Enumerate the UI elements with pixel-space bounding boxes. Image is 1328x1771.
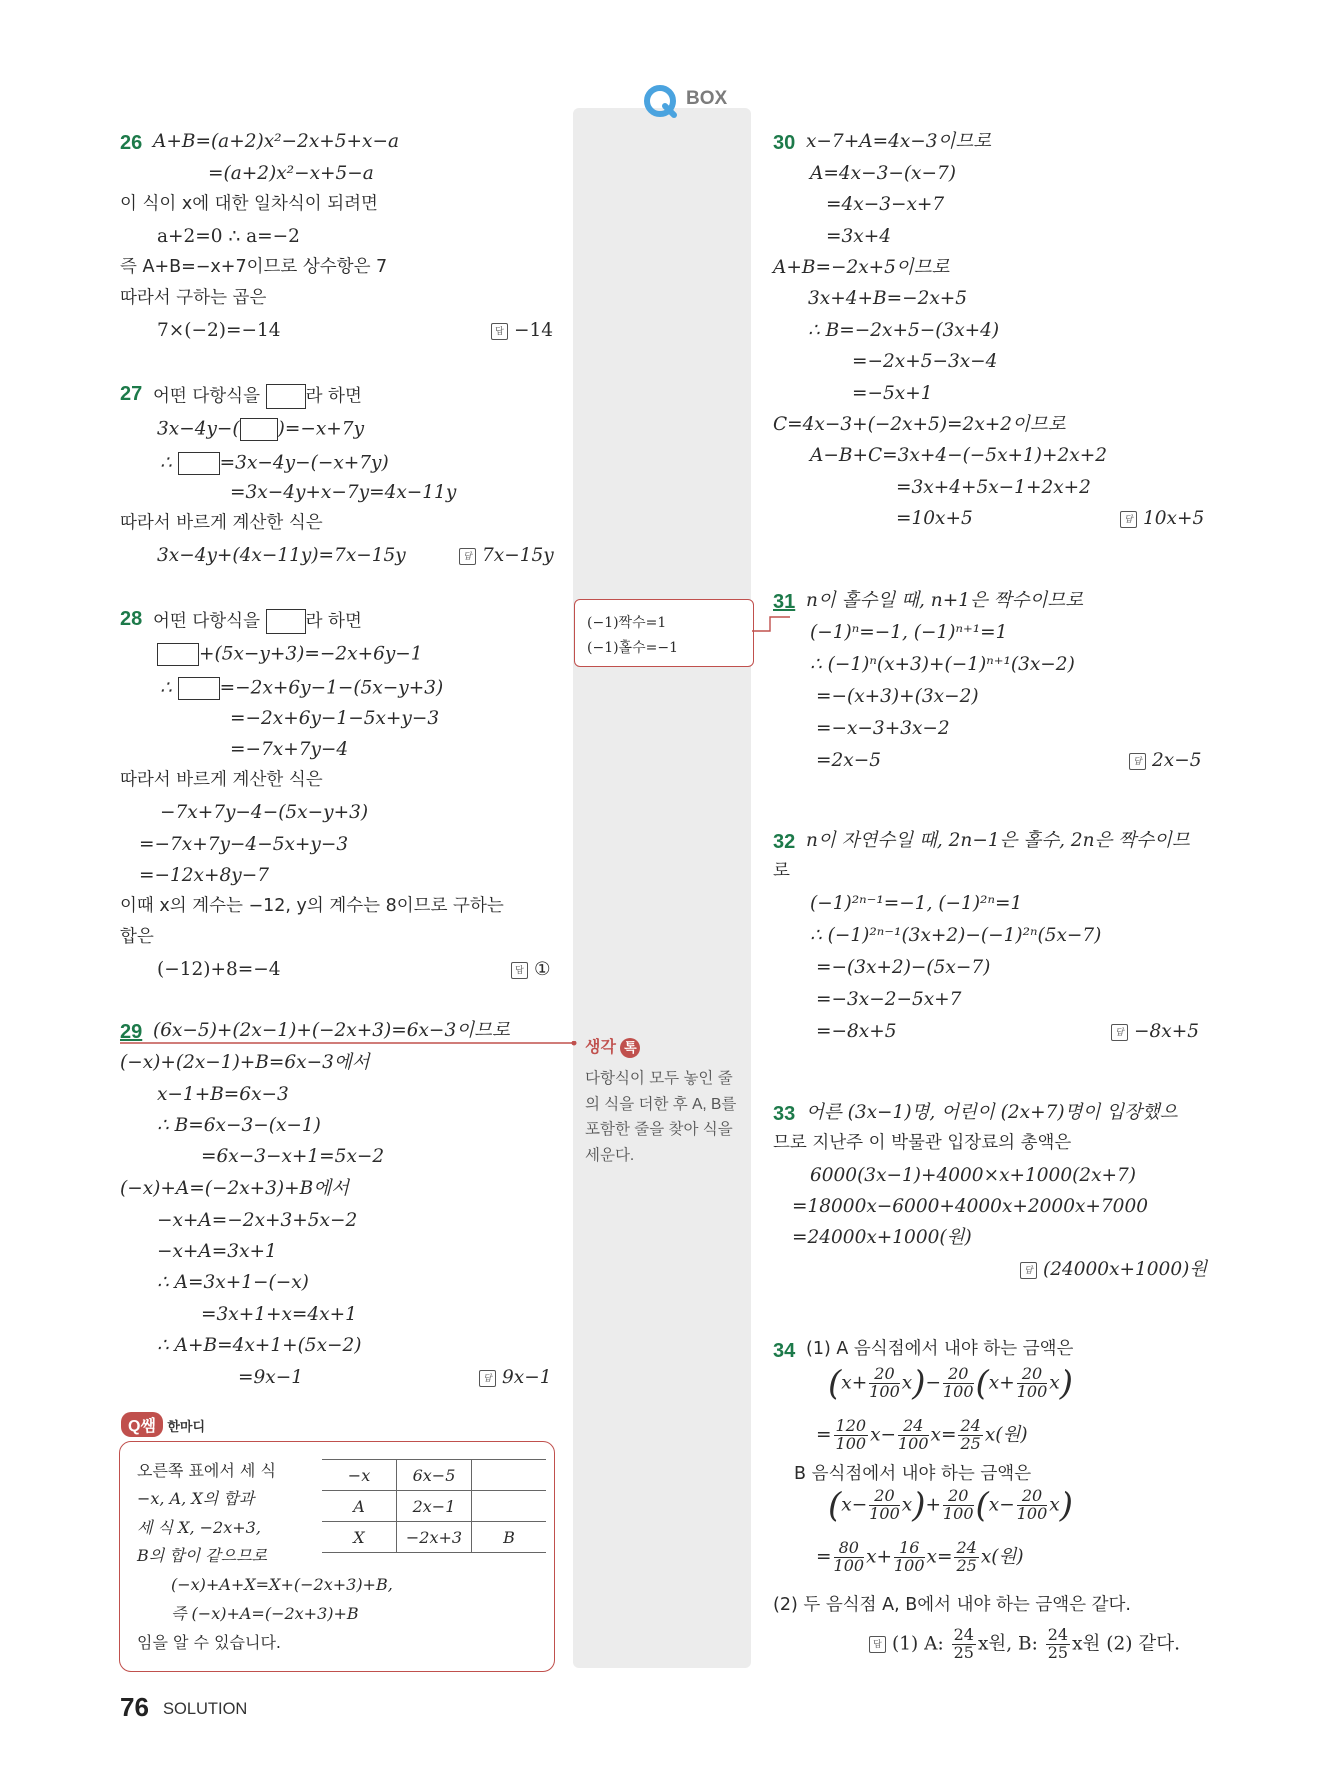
eq-line: =−7x+7y−4−5x+y−3 (139, 834, 349, 855)
answer: 답 10x+5 (1120, 510, 1204, 529)
text-line: 따라서 구하는 곱은 (120, 288, 267, 308)
eq-line: (−1)²ⁿ⁻¹=−1, (−1)²ⁿ=1 (810, 893, 1023, 914)
problem-number: 28 (120, 608, 143, 630)
table-cell: −2x+3 (397, 1522, 472, 1553)
fraction: $\frac{20}{100}$ (1016, 1364, 1048, 1401)
answer: 답(1) A: $\frac{24}{25}$ x원, B: $\frac{24}{25}$ x원 (2) 같다. (869, 1627, 1180, 1662)
table-cell: X (322, 1522, 397, 1553)
note-31 (574, 599, 754, 667)
eq-line: ∴ B=−2x+5−(3x+4) (808, 320, 1000, 341)
fraction: $\frac{80}{100}$ (833, 1538, 865, 1575)
q-box-icon (643, 84, 679, 120)
table-cell: A (322, 1491, 397, 1522)
eq-line: =−(x+3)+(3x−2) (816, 686, 979, 707)
qssam-tag (121, 1412, 205, 1437)
text-line: 이 식이 x에 대한 일차식이 되려면 (120, 194, 378, 214)
tip-text: 다항식이 모두 놓인 줄의 식을 더한 후 A, B를 포함한 줄을 찾아 식을 세운다. (585, 1070, 737, 1164)
text-line: 합은 (120, 927, 154, 947)
eq-line: (6x−5)+(2x−1)+(−2x+3)=6x−3이므로 (153, 1020, 510, 1041)
fraction: $\frac{24}{100}$ (898, 1416, 929, 1453)
answer: 답(24000x+1000)원 (1020, 1261, 1207, 1280)
table-cell: −x (322, 1460, 397, 1491)
section-label: SOLUTION (163, 1700, 248, 1718)
eq-line: ∴ A+B=4x+1+(5x−2) (157, 1335, 362, 1356)
eq-line: x−1+B=6x−3 (157, 1084, 289, 1105)
problem-number: 32 (773, 831, 796, 853)
eq-line: (x− $\frac{20}{100}$ x)+ $\frac{20}{100}$ (x− $\frac{20}{100}$ x) (828, 1485, 1073, 1526)
fraction: $\frac{120}{100}$ (835, 1416, 867, 1453)
eq-line: −x+A=−2x+3+5x−2 (157, 1210, 358, 1231)
eq-line: ∴ =−2x+6y−1−(5x−y+3) (160, 677, 444, 699)
text-line: B의 합이 같으므로 (137, 1546, 268, 1565)
eq-line: (−x)+A+X=X+(−2x+3)+B, (171, 1575, 393, 1594)
eq-line: n이 홀수일 때, n+1은 짝수이므로 (806, 590, 1084, 611)
text-line: B 음식점에서 내야 하는 금액은 (794, 1464, 1032, 1484)
text-line: 므로 지난주 이 박물관 입장료의 총액은 (773, 1133, 1072, 1153)
side-column (573, 108, 751, 1668)
eq-line: =−x−3+3x−2 (816, 718, 950, 739)
eq-line: =−3x−2−5x+7 (816, 989, 962, 1010)
eq-line: A−B+C=3x+4−(−5x+1)+2x+2 (810, 445, 1107, 466)
text-line: 이때 x의 계수는 −12, y의 계수는 8이므로 구하는 (120, 896, 504, 916)
text-line: 어떤 다항식을 라 하면 (153, 609, 362, 634)
eq-line: n이 자연수일 때, 2n−1은 홀수, 2n은 짝수이므 (806, 830, 1190, 851)
eq-line: =4x−3−x+7 (826, 194, 945, 215)
eq-line: =−8x+5 (816, 1021, 897, 1042)
eq-line: =10x+5 (896, 508, 973, 529)
problem-number: 29 (120, 1021, 143, 1043)
fraction: $\frac{20}{100}$ (1016, 1486, 1048, 1523)
eq-line: −x+A=3x+1 (157, 1241, 277, 1262)
table-cell: B (472, 1522, 547, 1553)
answer: 답 −8x+5 (1111, 1023, 1199, 1042)
note-line: (−1)짝수=1 (587, 615, 667, 631)
eq-line: 3x−4y+(4x−11y)=7x−15y (157, 545, 406, 566)
text-line: 따라서 바르게 계산한 식은 (120, 770, 323, 790)
eq-line: =3x+1+x=4x+1 (201, 1304, 357, 1325)
table-cell: 6x−5 (397, 1460, 472, 1491)
eq-line: a+2=0 ∴ a=−2 (157, 226, 300, 247)
problem-number: 31 (773, 591, 796, 613)
table-cell: 2x−1 (397, 1491, 472, 1522)
text-line: 어떤 다항식을 라 하면 (153, 384, 362, 409)
eq-line: =−12x+8y−7 (139, 865, 269, 886)
fraction: $\frac{24}{25}$ (956, 1538, 977, 1575)
problem-number: 27 (120, 383, 143, 405)
text-line: 세 식 X, −2x+3, (137, 1518, 261, 1537)
eq-line: ∴ (−1)ⁿ(x+3)+(−1)ⁿ⁺¹(3x−2) (810, 654, 1075, 675)
eq-line: =3x−4y+x−7y=4x−11y (230, 482, 457, 503)
answer: 답 7x−15y (459, 547, 554, 566)
answer: 답 ① (511, 961, 551, 980)
fraction: $\frac{24}{25}$ (960, 1416, 981, 1453)
eq-line: (−1)ⁿ=−1, (−1)ⁿ⁺¹=1 (810, 622, 1008, 643)
tip-badge: 톡 (620, 1038, 640, 1058)
eq-line: +(5x−y+3)=−2x+6y−1 (157, 643, 423, 666)
blank-box (266, 609, 306, 634)
eq-line: =18000x−6000+4000x+2000x+7000 (792, 1196, 1148, 1217)
note-line: (−1)홀수=−1 (587, 640, 678, 656)
text-line: −x, A, X의 합과 (137, 1489, 255, 1508)
answer-icon (491, 323, 508, 340)
eq-line: =−5x+1 (852, 383, 933, 404)
answer: 답 −14 (491, 322, 553, 341)
eq-line: 7×(−2)=−14 (157, 320, 281, 341)
answer-icon (1111, 1024, 1128, 1041)
problem-number: 30 (773, 132, 796, 154)
answer: 답 9x−1 (479, 1369, 551, 1388)
eq-line: A=4x−3−(x−7) (810, 163, 956, 184)
connector-line (120, 1041, 580, 1047)
problem-number: 34 (773, 1340, 796, 1362)
eq-line: ∴ A=3x+1−(−x) (157, 1272, 309, 1293)
text-line: 즉 A+B=−x+7이므로 상수항은 7 (120, 257, 388, 277)
answer-icon (1020, 1262, 1037, 1279)
text-line: (2) 두 음식점 A, B에서 내야 하는 금액은 같다. (773, 1595, 1131, 1615)
eq-line: =3x+4+5x−1+2x+2 (896, 477, 1091, 498)
tip-title: 생각 톡 (585, 1034, 640, 1058)
answer-icon (511, 962, 528, 979)
problem-number: 33 (773, 1103, 796, 1125)
fraction: $\frac{20}{100}$ (869, 1486, 900, 1523)
eq-line: (−x)+A=(−2x+3)+B에서 (120, 1178, 349, 1199)
text-line: 오른쪽 표에서 세 식 (137, 1461, 276, 1480)
blank-box (240, 418, 278, 441)
fraction: $\frac{20}{100}$ (942, 1364, 974, 1401)
answer-icon (1129, 753, 1146, 770)
eq-line: = $\frac{80}{100}$ x+ $\frac{16}{100}$ x= $\frac{24}{25}$ x(원) (816, 1538, 1024, 1575)
answer-icon (459, 548, 476, 565)
eq-line: =−2x+6y−1−5x+y−3 (230, 708, 440, 729)
eq-line: (−12)+8=−4 (157, 959, 281, 980)
eq-line: x−7+A=4x−3이므로 (806, 131, 992, 152)
answer-icon (1120, 511, 1137, 528)
eq-line: ∴ B=6x−3−(x−1) (157, 1115, 321, 1136)
eq-line: =−(3x+2)−(5x−7) (816, 957, 991, 978)
eq-line: 6000(3x−1)+4000×x+1000(2x+7) (810, 1165, 1136, 1186)
text-line: 따라서 바르게 계산한 식은 (120, 513, 323, 533)
text-line: 로 (773, 861, 790, 881)
answer-icon (479, 1370, 496, 1387)
eq-line: =6x−3−x+1=5x−2 (201, 1146, 385, 1167)
fraction: $\frac{16}{100}$ (894, 1538, 925, 1575)
fraction: $\frac{24}{25}$ (1047, 1625, 1069, 1662)
blank-box (157, 643, 199, 666)
answer: 답 2x−5 (1129, 752, 1201, 771)
text-line: (1) A 음식점에서 내야 하는 금액은 (806, 1339, 1074, 1359)
fraction: $\frac{20}{100}$ (869, 1364, 900, 1401)
eq-line: 3x+4+B=−2x+5 (808, 288, 968, 309)
eq-line: =24000x+1000(원) (792, 1227, 972, 1248)
eq-line: =2x−5 (816, 750, 881, 771)
table-cell (472, 1460, 547, 1491)
eq-line: 어른 (3x−1)명, 어린이 (2x+7)명이 입장했으 (806, 1102, 1178, 1123)
blank-box (266, 384, 306, 409)
qssam-table (322, 1459, 546, 1553)
eq-line: 3x−4y−( )=−x+7y (157, 418, 365, 440)
eq-line: C=4x−3+(−2x+5)=2x+2이므로 (773, 414, 1066, 435)
eq-line: ∴ (−1)²ⁿ⁻¹(3x+2)−(−1)²ⁿ(5x−7) (810, 925, 1102, 946)
eq-line: 즉 (−x)+A=(−2x+3)+B (171, 1604, 359, 1623)
table-cell (472, 1491, 547, 1522)
answer-icon (869, 1636, 886, 1653)
eq-line: (x+ $\frac{20}{100}$ x)− $\frac{20}{100}$ (x+ $\frac{20}{100}$ x) (828, 1363, 1073, 1404)
fraction: $\frac{24}{25}$ (953, 1625, 974, 1662)
eq-line: A+B=(a+2)x²−2x+5+x−a (153, 131, 399, 152)
eq-line: = $\frac{120}{100}$ x− $\frac{24}{100}$ x= $\frac{24}{25}$ x(원) (816, 1416, 1028, 1453)
eq-line: −7x+7y−4−(5x−y+3) (160, 802, 369, 823)
eq-line: =(a+2)x²−x+5−a (208, 163, 374, 184)
eq-line: (−x)+(2x−1)+B=6x−3에서 (120, 1052, 370, 1073)
eq-line: =3x+4 (826, 226, 891, 247)
blank-box (178, 677, 220, 700)
box-label: BOX (686, 88, 728, 109)
eq-line: =9x−1 (238, 1367, 303, 1388)
eq-line: =−2x+5−3x−4 (852, 351, 998, 372)
eq-line: A+B=−2x+5이므로 (773, 257, 950, 278)
qssam-badge: Q쌤 (121, 1412, 163, 1437)
eq-line: =−7x+7y−4 (230, 739, 349, 760)
text-line: 임을 알 수 있습니다. (137, 1633, 281, 1652)
qssam-title: 한마디 (167, 1419, 206, 1434)
problem-number: 26 (120, 132, 143, 154)
fraction: $\frac{20}{100}$ (942, 1486, 974, 1523)
eq-line: ∴ =3x−4y−(−x+7y) (160, 452, 389, 474)
page-number: 76 (120, 1692, 149, 1722)
blank-box (178, 452, 220, 475)
